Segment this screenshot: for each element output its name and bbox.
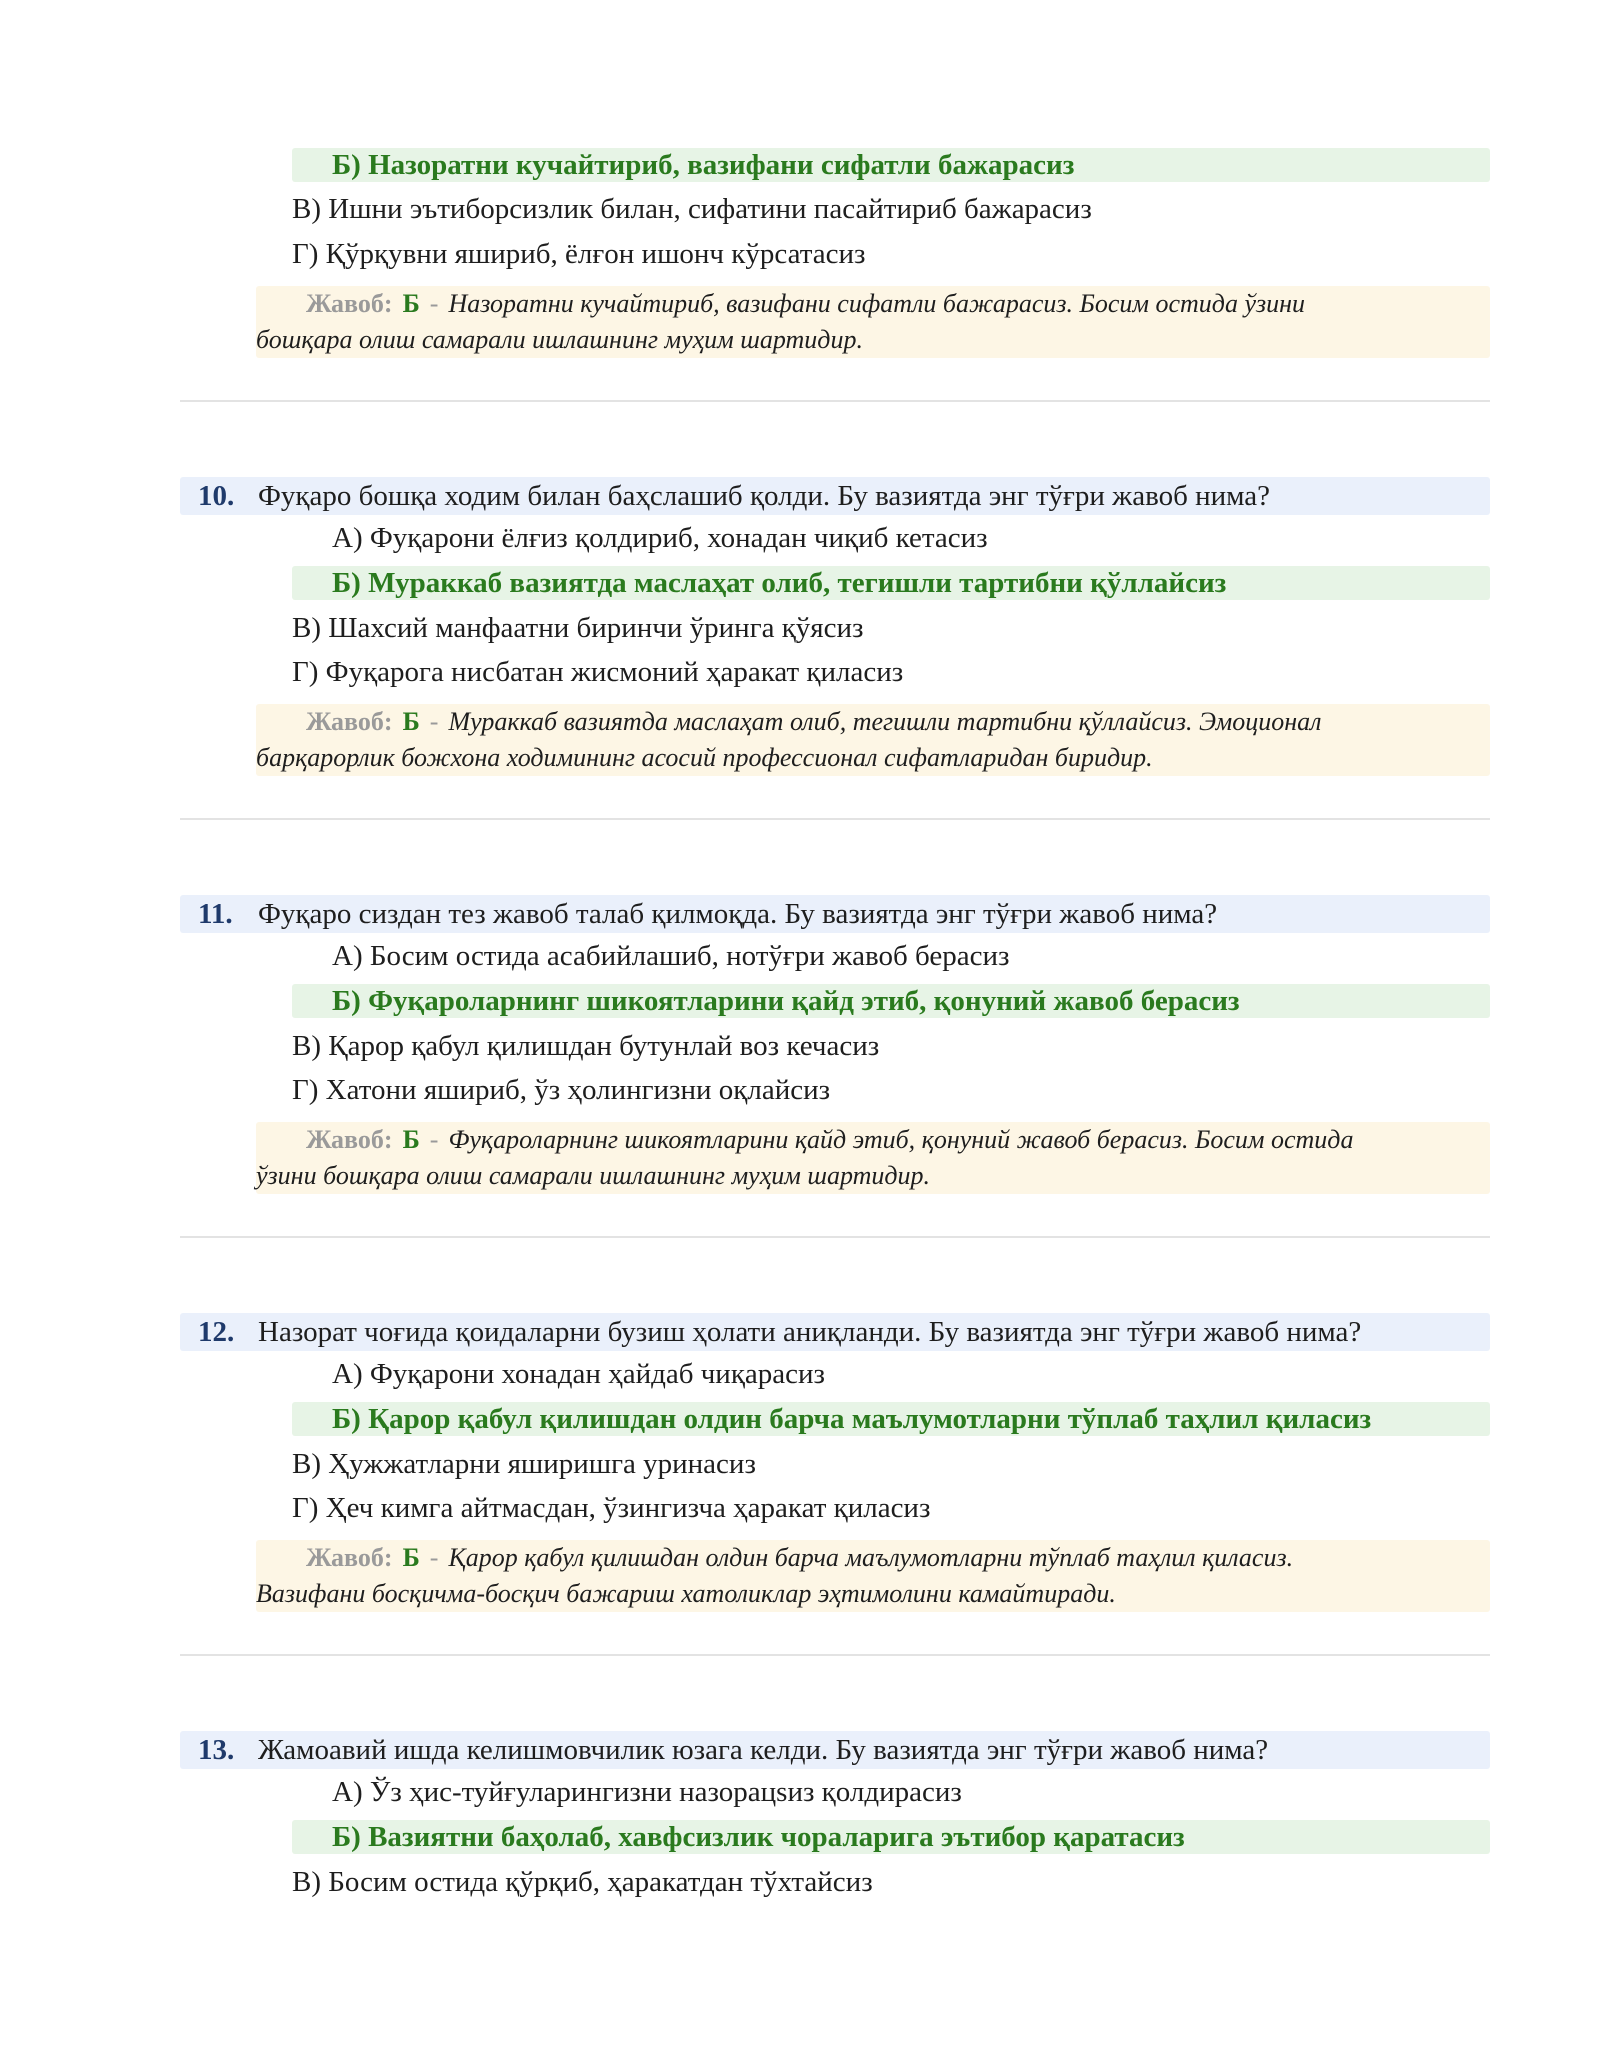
answer-label: Жавоб:: [306, 707, 393, 736]
option-g: Г) Хатони яшириб, ўз ҳолингизни оқлайсиз: [292, 1074, 831, 1106]
divider: [180, 1654, 1490, 1656]
divider: [180, 818, 1490, 820]
answer-text-line1: Фуқароларнинг шикоятларини қайд этиб, қонуний жавоб берасиз. Босим остида: [448, 1125, 1354, 1154]
option-a: А) Босим остида асабийлашиб, нотўғри жавоб берасиз: [332, 940, 1010, 972]
divider: [180, 400, 1490, 402]
question-number: 10.: [198, 480, 235, 512]
answer-dash: -: [429, 1125, 439, 1154]
option-g-top: Г) Қўрқувни яшириб, ёлғон ишонч кўрсатасиз: [292, 238, 866, 270]
option-g: Г) Ҳеч кимга айтмасдан, ўзингизча ҳаракат қиласиз: [292, 1492, 931, 1524]
option-correct: [292, 566, 1490, 600]
answer-box-11: [256, 1122, 1490, 1194]
answer-label: Жавоб:: [306, 1125, 393, 1154]
answer-dash: -: [429, 1543, 439, 1572]
option-g: Г) Фуқарога нисбатан жисмоний ҳаракат қиласиз: [292, 656, 904, 688]
answer-letter: Б: [402, 1543, 420, 1572]
option-v: В) Қарор қабул қилишдан бутунлай воз кечасиз: [292, 1030, 880, 1062]
option-correct-text: Б) Вазиятни баҳолаб, хавфсизлик чораларига эътибор қаратасиз: [332, 1821, 1185, 1853]
answer-text-line2: ўзини бошқара олиш самарали ишлашнинг муҳим шартидир.: [256, 1161, 931, 1190]
question-number: 11.: [198, 898, 233, 930]
answer-text-line1: Назоратни кучайтириб, вазифани сифатли бажарасиз. Босим остида ўзини: [448, 289, 1306, 318]
question-text: Фуқаро бошқа ходим билан баҳслашиб қолди. Бу вазиятда энг тўғри жавоб нима?: [258, 480, 1271, 512]
answer-letter: Б: [402, 289, 420, 318]
option-correct-text: Б) Фуқароларнинг шикоятларини қайд этиб, қонуний жавоб берасиз: [332, 985, 1240, 1017]
option-correct-top: [292, 148, 1490, 182]
question-number: 13.: [198, 1734, 235, 1766]
option-a: А) Фуқарони ёлғиз қолдириб, хонадан чиқиб кетасиз: [332, 522, 988, 554]
answer-text-line1: Қарор қабул қилишдан олдин барча маълумотларни тўплаб таҳлил қиласиз.: [448, 1543, 1294, 1572]
option-a: А) Фуқарони хонадан ҳайдаб чиқарасиз: [332, 1358, 825, 1390]
question-text: Фуқаро сиздан тез жавоб талаб қилмоқда. Бу вазиятда энг тўғри жавоб нима?: [258, 898, 1218, 930]
answer-box-12: [256, 1540, 1490, 1612]
answer-text-line2: барқарорлик божхона ходимининг асосий профессионал сифатларидан биридир.: [256, 743, 1153, 772]
question-number: 12.: [198, 1316, 235, 1348]
answer-text-line2: Вазифани босқичма-босқич бажариш хатоликлар эҳтимолини камайтиради.: [256, 1579, 1116, 1608]
option-a: А) Ўз ҳис-туйғуларингизни назорацsиз қолдирасиз: [332, 1776, 962, 1808]
option-v: В) Ҳужжатларни яширишга уринасиз: [292, 1448, 756, 1480]
option-correct: [292, 1402, 1490, 1436]
answer-dash: -: [429, 289, 439, 318]
answer-text-line1: Мураккаб вазиятда маслаҳат олиб, тегишли тартибни қўллайсиз. Эмоционал: [448, 707, 1322, 736]
option-correct: [292, 1820, 1490, 1854]
answer-dash: -: [429, 707, 439, 736]
option-v: В) Босим остида қўрқиб, ҳаракатдан тўхтайсиз: [292, 1866, 873, 1898]
answer-letter: Б: [402, 707, 420, 736]
option-correct: [292, 984, 1490, 1018]
question-text: Назорат чоғида қоидаларни бузиш ҳолати аниқланди. Бу вазиятда энг тўғри жавоб нима?: [258, 1316, 1362, 1348]
answer-label: Жавоб:: [306, 289, 393, 318]
question-header-11: [180, 895, 1490, 933]
option-v-top: В) Ишни эътиборсизлик билан, сифатини пасайтириб бажарасиз: [292, 193, 1092, 225]
answer-text-line2: бошқара олиш самарали ишлашнинг муҳим шартидир.: [256, 325, 863, 354]
question-text: Жамоавий ишда келишмовчилик юзага келди. Бу вазиятда энг тўғри жавоб нима?: [258, 1734, 1269, 1766]
answer-label: Жавоб:: [306, 1543, 393, 1572]
question-header-10: [180, 477, 1490, 515]
option-correct-text: Б) Мураккаб вазиятда маслаҳат олиб, тегишли тартибни қўллайсиз: [332, 567, 1227, 599]
question-header-13: [180, 1731, 1490, 1769]
divider: [180, 1236, 1490, 1238]
answer-letter: Б: [402, 1125, 420, 1154]
option-correct-top-text: Б) Назоратни кучайтириб, вазифани сифатли бажарасиз: [332, 149, 1075, 181]
answer-box-top: [256, 286, 1490, 358]
question-header-12: [180, 1313, 1490, 1351]
answer-box-10: [256, 704, 1490, 776]
option-v: В) Шахсий манфаатни биринчи ўринга қўясиз: [292, 612, 864, 644]
option-correct-text: Б) Қарор қабул қилишдан олдин барча маълумотларни тўплаб таҳлил қиласиз: [332, 1403, 1372, 1435]
